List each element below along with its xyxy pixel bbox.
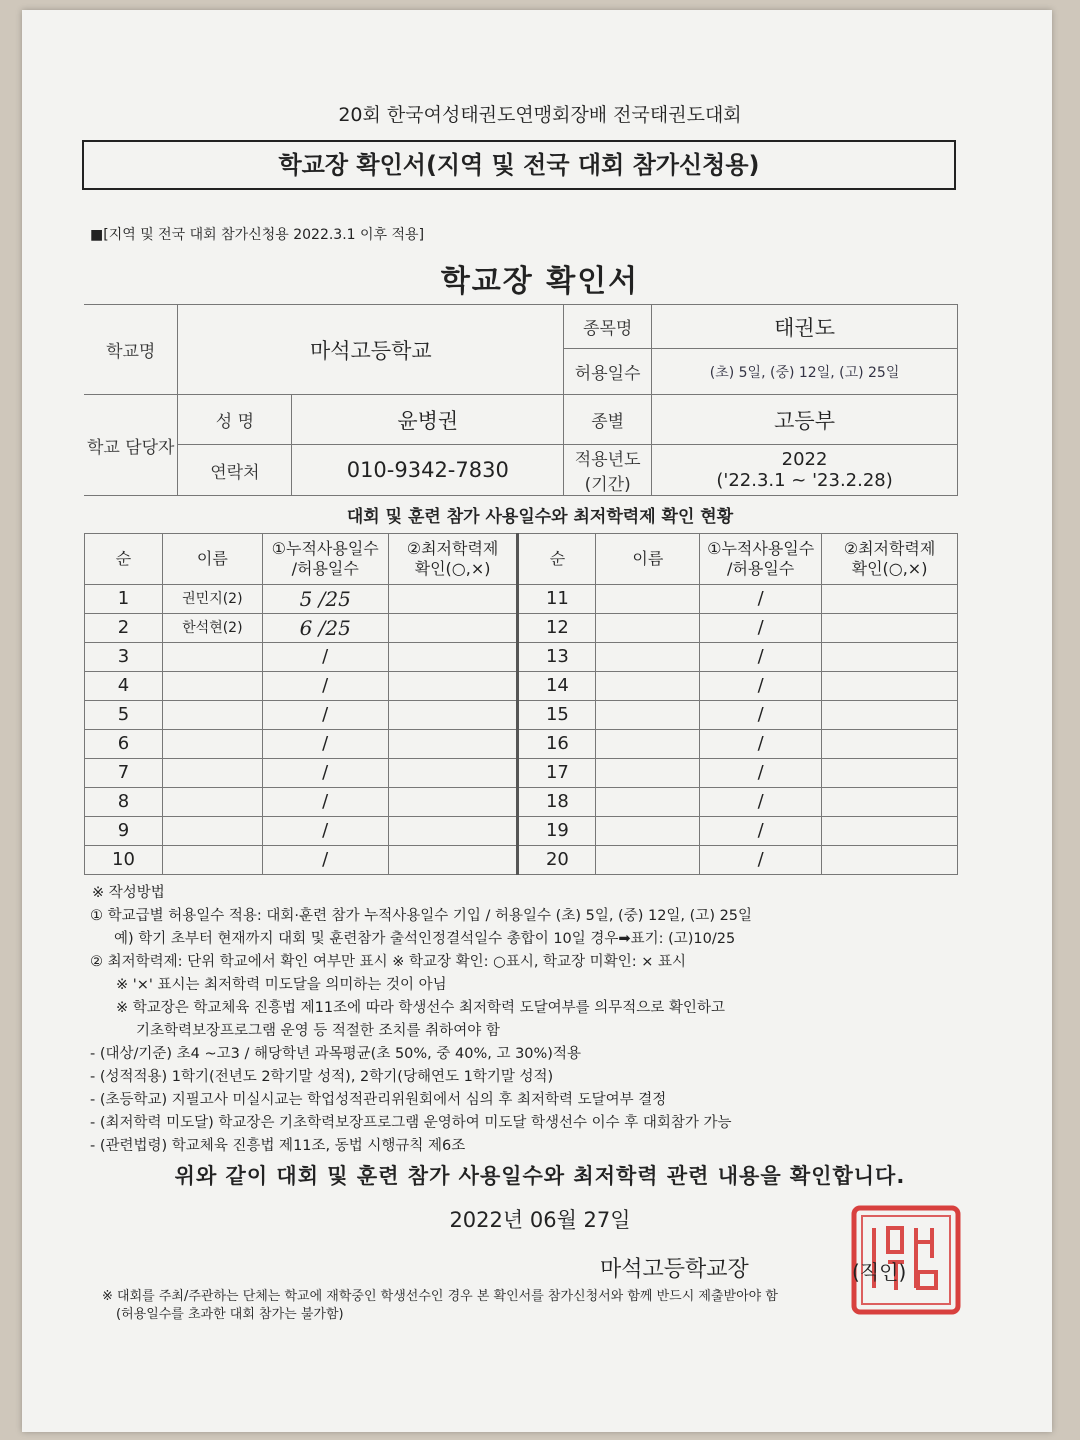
status-table-title: 대회 및 훈련 참가 사용일수와 최저학력제 확인 현황	[346, 507, 734, 527]
seal-label: (직인)	[852, 1260, 907, 1284]
instruction-heading: ※ 작성방법	[92, 885, 165, 901]
row-number: 15	[518, 701, 596, 730]
used-days: /	[700, 817, 822, 846]
sport-value: 태권도	[652, 305, 958, 349]
row-number: 4	[85, 672, 163, 701]
used-days: /	[700, 701, 822, 730]
student-name	[162, 643, 262, 672]
student-name	[596, 788, 700, 817]
participation-table	[84, 533, 958, 875]
student-name	[596, 701, 700, 730]
row-number: 3	[85, 643, 163, 672]
used-days: /	[700, 585, 822, 614]
academic-check	[822, 759, 958, 788]
row-number: 1	[85, 585, 163, 614]
student-name	[162, 788, 262, 817]
division-value: 고등부	[652, 395, 958, 445]
academic-check	[822, 643, 958, 672]
footnote	[102, 1288, 778, 1324]
col-header-name: 이름	[162, 534, 262, 585]
row-number: 19	[518, 817, 596, 846]
academic-check	[822, 817, 958, 846]
instruction-line: 예) 학기 초부터 현재까지 대회 및 훈련참가 출석인정결석일수 총합이 10일 경우➡표기: (고)10/25	[114, 931, 736, 947]
allowed-days-label: 허용일수	[564, 349, 652, 395]
academic-check	[822, 701, 958, 730]
table-row	[85, 585, 958, 614]
row-number: 18	[518, 788, 596, 817]
row-number: 13	[518, 643, 596, 672]
academic-check	[388, 788, 518, 817]
row-number: 7	[85, 759, 163, 788]
student-name	[162, 672, 262, 701]
instruction-line: - (대상/기준) 초4 ~고3 / 해당학년 과목평균(초 50%, 중 40%, 고 30%)적용	[90, 1046, 581, 1062]
writing-instructions	[90, 882, 970, 1158]
used-days: /	[262, 730, 388, 759]
col-header-no-right: 순	[518, 534, 596, 585]
instruction-line: 기초학력보장프로그램 운영 등 적절한 조치를 취하여야 함	[136, 1023, 500, 1039]
division-label: 종별	[564, 395, 652, 445]
school-staff-label: 학교 담당자	[84, 395, 178, 496]
col-header-name-right: 이름	[596, 534, 700, 585]
instruction-line: ① 학교급별 허용일수 적용: 대회·훈련 참가 누적사용일수 기입 / 허용일수 (초) 5일, (중) 12일, (고) 25일	[90, 908, 753, 924]
row-number: 20	[518, 846, 596, 875]
table-row	[85, 643, 958, 672]
row-number: 8	[85, 788, 163, 817]
instruction-line: ※ 학교장은 학교체육 진흥법 제11조에 따라 학생선수 최저학력 도달여부를 의무적으로 확인하고	[116, 1000, 725, 1016]
applicability-note: ■[지역 및 전국 대회 참가신청용 2022.3.1 이후 적용]	[90, 227, 425, 243]
used-days: /	[262, 701, 388, 730]
table-row	[85, 759, 958, 788]
academic-check	[388, 585, 518, 614]
academic-check	[388, 817, 518, 846]
used-days: /	[700, 759, 822, 788]
student-name	[162, 846, 262, 875]
used-days: /	[700, 788, 822, 817]
student-name	[596, 672, 700, 701]
table-row	[85, 614, 958, 643]
instruction-line: ② 최저학력제: 단위 학교에서 확인 여부만 표시 ※ 학교장 확인: ○표시, 학교장 미확인: × 표시	[90, 954, 686, 970]
footnote-line: (허용일수를 초과한 대회 참가는 불가함)	[116, 1307, 344, 1322]
student-name	[596, 730, 700, 759]
student-name: 한석현(2)	[162, 614, 262, 643]
school-info-table	[84, 304, 958, 496]
footnote-line: ※ 대회를 주최/주관하는 단체는 학교에 재학중인 학생선수인 경우 본 확인서를 참가신청서와 함께 반드시 제출받아야 함	[102, 1289, 778, 1304]
academic-check	[388, 846, 518, 875]
used-days: /	[262, 846, 388, 875]
student-name: 권민지(2)	[162, 585, 262, 614]
used-days: /	[262, 788, 388, 817]
instruction-line: - (성적적용) 1학기(전년도 2학기말 성적), 2학기(당해연도 1학기말 성적)	[90, 1069, 554, 1085]
student-name	[162, 701, 262, 730]
row-number: 12	[518, 614, 596, 643]
issue-date: 2022년 06월 27일	[449, 1208, 631, 1232]
col-header-academic-right: ②최저학력제 확인(○,×)	[822, 534, 958, 585]
academic-check	[822, 614, 958, 643]
row-number: 2	[85, 614, 163, 643]
table-row	[85, 817, 958, 846]
academic-check	[822, 846, 958, 875]
sport-label: 종목명	[564, 305, 652, 349]
used-days: /	[700, 846, 822, 875]
used-days: /	[262, 672, 388, 701]
student-name	[596, 614, 700, 643]
instruction-line: - (관련법령) 학교체육 진흥법 제11조, 동법 시행규칙 제6조	[90, 1138, 466, 1154]
row-number: 9	[85, 817, 163, 846]
school-name-label: 학교명	[84, 305, 178, 395]
table-row	[85, 730, 958, 759]
student-name	[162, 730, 262, 759]
student-name	[596, 817, 700, 846]
apply-year-cell	[652, 445, 958, 496]
col-header-no: 순	[85, 534, 163, 585]
student-name	[162, 759, 262, 788]
student-name	[596, 846, 700, 875]
used-days: /	[700, 643, 822, 672]
staff-name-label: 성 명	[178, 395, 292, 445]
table-row	[85, 701, 958, 730]
row-number: 14	[518, 672, 596, 701]
academic-check	[388, 643, 518, 672]
student-name	[596, 585, 700, 614]
confirmation-statement: 위와 같이 대회 및 훈련 참가 사용일수와 최저학력 관련 내용을 확인합니다.	[174, 1164, 906, 1188]
instruction-line: ※ '×' 표시는 최저학력 미도달을 의미하는 것이 아님	[116, 977, 447, 993]
row-number: 17	[518, 759, 596, 788]
used-days: 5 /25	[262, 585, 388, 614]
row-number: 5	[85, 701, 163, 730]
academic-check	[388, 701, 518, 730]
row-number: 16	[518, 730, 596, 759]
row-number: 10	[85, 846, 163, 875]
apply-year-value: 2022	[781, 449, 828, 470]
apply-period-value: ('22.3.1 ~ '23.2.28)	[716, 470, 893, 491]
principal-title: 마석고등학교장	[600, 1257, 749, 1282]
instruction-line: - (초등학교) 지필고사 미실시교는 학업성적관리위원회에서 심의 후 최저학력 도달여부 결정	[90, 1092, 667, 1108]
table-row	[85, 846, 958, 875]
academic-check	[822, 788, 958, 817]
apply-year-label: 적용년도 (기간)	[564, 445, 652, 496]
row-number: 11	[518, 585, 596, 614]
table-row	[85, 788, 958, 817]
used-days: /	[700, 730, 822, 759]
school-name-value: 마석고등학교	[178, 305, 564, 395]
col-header-days-right: ①누적사용일수 /허용일수	[700, 534, 822, 585]
instruction-line: - (최저학력 미도달) 학교장은 기초학력보장프로그램 운영하여 미도달 학생선수 이수 후 대회참가 가능	[90, 1115, 732, 1131]
used-days: /	[700, 614, 822, 643]
col-header-days: ①누적사용일수 /허용일수	[262, 534, 388, 585]
allowed-days-value: (초) 5일, (중) 12일, (고) 25일	[652, 349, 958, 395]
row-number: 6	[85, 730, 163, 759]
used-days: /	[700, 672, 822, 701]
form-title-box: 학교장 확인서(지역 및 전국 대회 참가신청용)	[82, 140, 956, 190]
used-days: /	[262, 759, 388, 788]
academic-check	[388, 730, 518, 759]
document-main-title: 학교장 확인서	[440, 264, 640, 299]
academic-check	[822, 672, 958, 701]
col-header-academic: ②최저학력제 확인(○,×)	[388, 534, 518, 585]
contact-label: 연락처	[178, 445, 292, 496]
contact-value: 010-9342-7830	[292, 445, 564, 496]
staff-name-value: 윤병권	[292, 395, 564, 445]
student-name	[596, 759, 700, 788]
academic-check	[822, 730, 958, 759]
student-name	[162, 817, 262, 846]
used-days: /	[262, 817, 388, 846]
academic-check	[388, 672, 518, 701]
table-row	[85, 672, 958, 701]
used-days: /	[262, 643, 388, 672]
event-title: 20회 한국여성태권도연맹회장배 전국태권도대회	[338, 104, 742, 126]
academic-check	[388, 759, 518, 788]
academic-check	[388, 614, 518, 643]
academic-check	[822, 585, 958, 614]
used-days: 6 /25	[262, 614, 388, 643]
student-name	[596, 643, 700, 672]
